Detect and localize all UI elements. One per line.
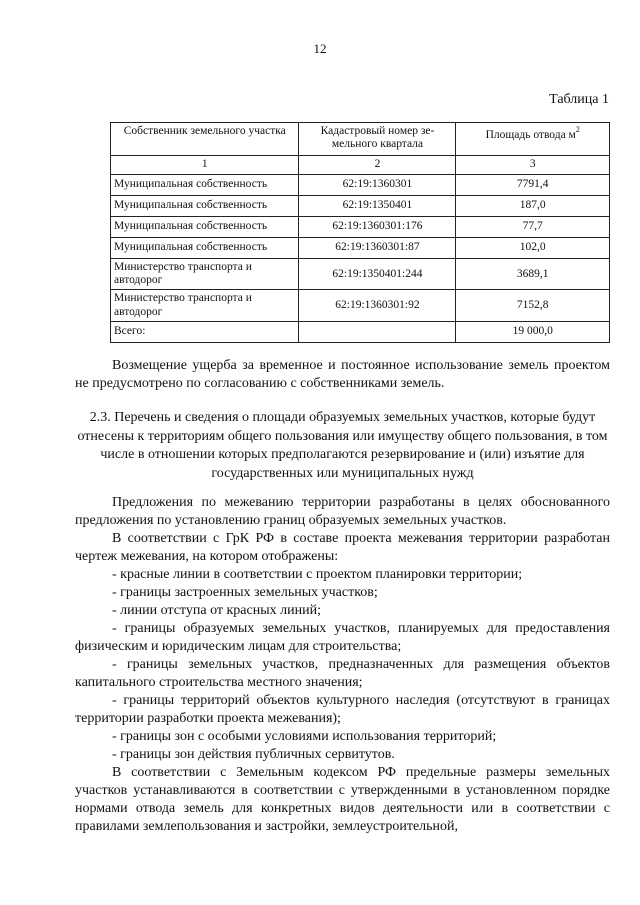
owner-cell: Муниципальная собственность [111, 175, 299, 196]
grk-paragraph: В соответствии с ГрК РФ в составе проекта межевания территории разработан чертеж межевания, на котором отображены: [75, 531, 610, 564]
compensation-text: Возмещение ущерба за временное и постоянное использование земель проектом не предусмотрено по согласованию с собственниками земель. [75, 358, 610, 391]
list-item: - линии отступа от красных линий; [112, 603, 321, 618]
table-row [111, 259, 610, 290]
owner-cell: Муниципальная собственность [111, 196, 299, 217]
column-number: 3 [456, 156, 610, 175]
body-text [75, 494, 610, 836]
area-cell: 77,7 [456, 217, 610, 238]
land-owners-table [110, 122, 610, 343]
list-item: - границы территорий объектов культурного наследия (отсутствуют в границах территории разработки проекта межевания); [75, 693, 610, 726]
land-code-paragraph: В соответствии с Земельным кодексом РФ предельные размеры земельных участков устанавливаются в соответствии с утвержденными в установленном порядке нормами отвода земель для конкретных видов деятельности или в соответствии с правилами землепользования и застройки, землеустроительной, [75, 765, 610, 834]
area-cell: 102,0 [456, 238, 610, 259]
column-number: 2 [299, 156, 456, 175]
table-row [111, 175, 610, 196]
list-item: - красные линии в соответствии с проектом планировки территории; [112, 567, 523, 582]
header-area-unit-sup: 2 [575, 125, 580, 134]
owner-cell: Министерство транспорта и автодорог [111, 290, 299, 321]
area-cell: 7152,8 [456, 290, 610, 321]
list-item: - границы зон действия публичных сервитутов. [112, 747, 395, 762]
list-item: - границы зон с особыми условиями использования территорий; [112, 729, 497, 744]
header-owner: Собственник земельного участка [111, 123, 299, 156]
list-item: - границы образуемых земельных участков, планируемых для предоставления физическим и юридическим лицам для строительства; [75, 621, 610, 654]
list-item: - границы земельных участков, предназначенных для размещения объектов капитального строительства местного значения; [75, 657, 610, 690]
cadastral-cell: 62:19:1360301:176 [299, 217, 456, 238]
area-cell: 187,0 [456, 196, 610, 217]
header-cadastral: Кадастровый номер зе-мельного квартала [299, 123, 456, 156]
cadastral-cell: 62:19:1360301:87 [299, 238, 456, 259]
list-item: - границы застроенных земельных участков; [112, 585, 378, 600]
area-cell: 7791,4 [456, 175, 610, 196]
cadastral-cell: 62:19:1360301:92 [299, 290, 456, 321]
owner-cell: Муниципальная собственность [111, 238, 299, 259]
header-area [456, 123, 610, 156]
header-area-label: Площадь отвода м [485, 129, 576, 141]
owner-cell: Министерство транспорта и автодорог [111, 259, 299, 290]
column-number-row [111, 156, 610, 175]
total-empty-cell [299, 321, 456, 342]
table-header-row [111, 123, 610, 156]
cadastral-cell: 62:19:1360301 [299, 175, 456, 196]
cadastral-cell: 62:19:1350401 [299, 196, 456, 217]
column-number: 1 [111, 156, 299, 175]
compensation-paragraph [75, 357, 610, 393]
section-heading: 2.3. Перечень и сведения о площади образуемых земельных участков, которые будут отнесены к территориям общего пользования или имуществу общего пользования, в том числе в отношении которых предполагаются резервирование и (или) изъятие для государственных или муниципальных нужд [77, 410, 608, 481]
total-label: Всего: [111, 321, 299, 342]
owner-cell: Муниципальная собственность [111, 217, 299, 238]
table-total-row [111, 321, 610, 342]
cadastral-cell: 62:19:1350401:244 [299, 259, 456, 290]
table-row [111, 238, 610, 259]
table-row [111, 290, 610, 321]
total-area: 19 000,0 [456, 321, 610, 342]
area-cell: 3689,1 [456, 259, 610, 290]
proposals-paragraph: Предложения по межеванию территории разработаны в целях обоснованного предложения по установлению границ образуемых земельных участков. [75, 495, 610, 528]
table-row [111, 196, 610, 217]
page-number: 12 [313, 41, 327, 56]
table-caption: Таблица 1 [549, 92, 609, 107]
table-row [111, 217, 610, 238]
